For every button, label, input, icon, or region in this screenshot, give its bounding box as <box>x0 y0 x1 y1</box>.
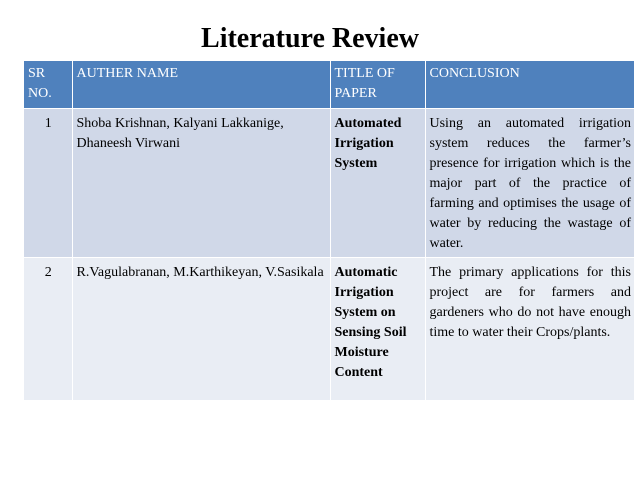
cell-conclusion: The primary applications for this project are for farmers and gardeners who do not have enough time to water their Crops/plants. <box>425 258 634 400</box>
cell-paper-title: Automated Irrigation System <box>330 109 425 258</box>
cell-sr-no: 1 <box>24 109 72 258</box>
header-title-of-paper: TITLE OF PAPER <box>330 61 425 109</box>
header-conclusion: CONCLUSION <box>425 61 634 109</box>
table-header-row <box>24 61 634 109</box>
slide-title: Literature Review <box>201 23 419 54</box>
table-row <box>24 258 634 400</box>
cell-author-name: Shoba Krishnan, Kalyani Lakkanige, Dhaneesh Virwani <box>72 109 330 258</box>
cell-sr-no: 2 <box>24 258 72 400</box>
cell-author-name: R.Vagulabranan, M.Karthikeyan, V.Sasikala <box>72 258 330 400</box>
literature-table <box>24 61 634 400</box>
cell-conclusion: Using an automated irrigation system reduces the farmer’s presence for irrigation which is the major part of the practice of farming and optimises the usage of water by reducing the wastage of water. <box>425 109 634 258</box>
header-author-name: AUTHER NAME <box>72 61 330 109</box>
header-sr-no: SR NO. <box>24 61 72 109</box>
cell-paper-title: Automatic Irrigation System on Sensing Soil Moisture Content <box>330 258 425 400</box>
table-row <box>24 109 634 258</box>
